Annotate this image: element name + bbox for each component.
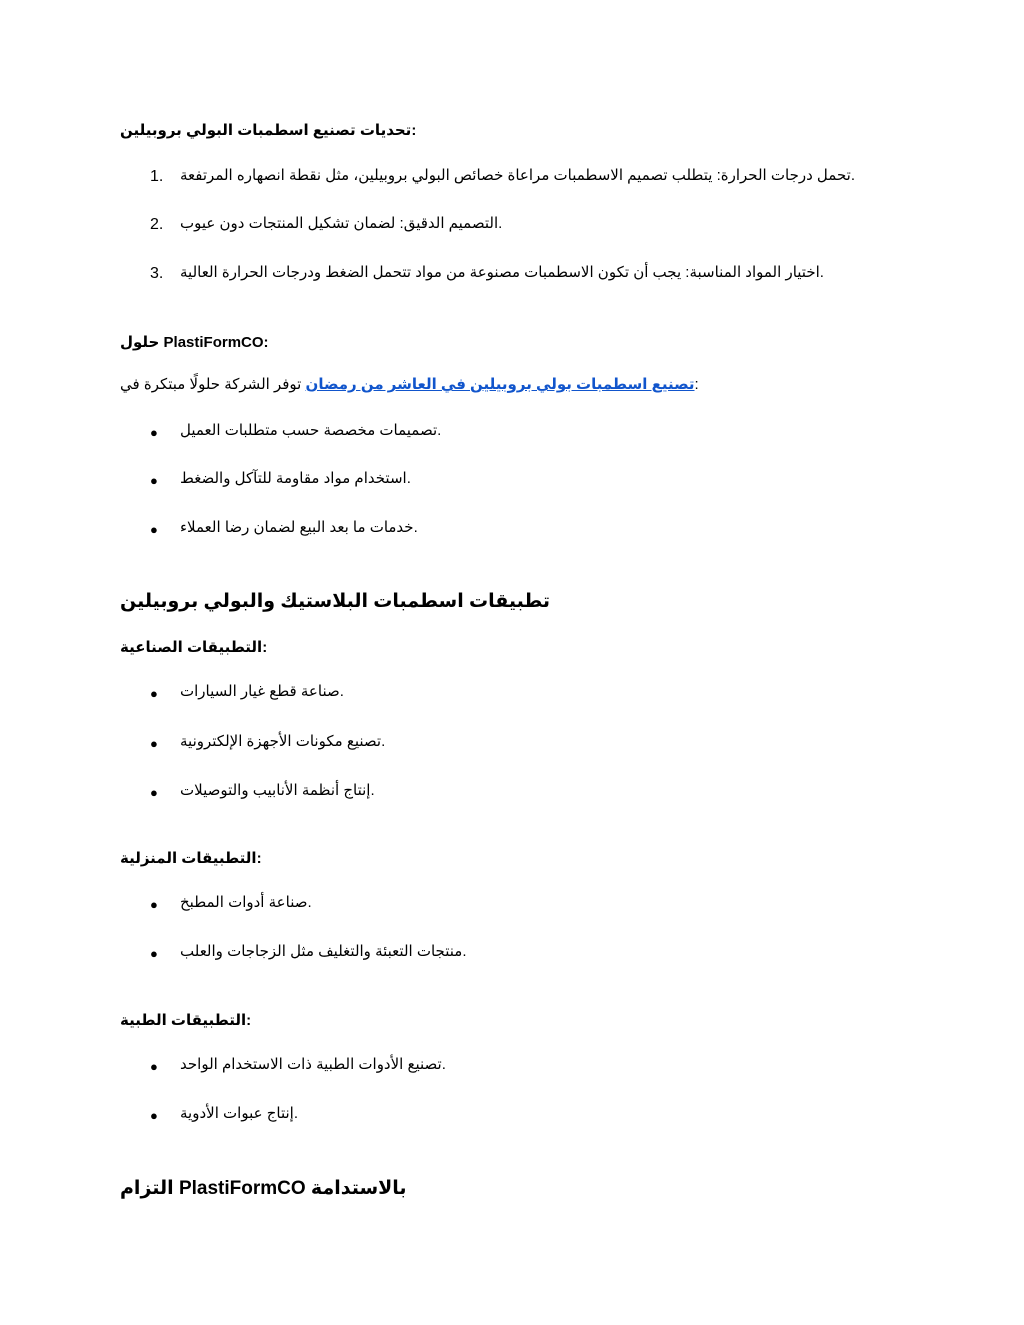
list-item: صناعة أدوات المطبخ. xyxy=(180,894,312,911)
list-item: إنتاج عبوات الأدوية. xyxy=(180,1105,299,1122)
applications-heading: تطبيقات اسطمبات البلاستيك والبولي بروبيلين xyxy=(120,591,551,612)
list-number: 1. xyxy=(150,168,164,185)
manufacturing-link[interactable]: تصنيع اسطمبات بولي بروبيلين في العاشر من رمضان xyxy=(305,376,695,393)
sustainability-heading: التزام PlastiFormCO بالاستدامة xyxy=(120,1178,407,1199)
list-item: منتجات التعبئة والتغليف مثل الزجاجات والعلب. xyxy=(180,943,467,960)
list-item: خدمات ما بعد البيع لضمان رضا العملاء. xyxy=(180,519,418,536)
industrial-heading: التطبيقات الصناعية: xyxy=(120,639,268,656)
bullet-marker: ● xyxy=(150,897,158,912)
list-item: تصميمات مخصصة حسب متطلبات العميل. xyxy=(180,422,442,439)
list-item: التصميم الدقيق: لضمان تشكيل المنتجات دون عيوب. xyxy=(180,215,503,232)
list-number: 3. xyxy=(150,265,164,282)
list-item: صناعة قطع غيار السيارات. xyxy=(180,683,344,700)
list-item: اختيار المواد المناسبة: يجب أن تكون الاسطمبات مصنوعة من مواد تتحمل الضغط ودرجات الحرارة العالية. xyxy=(180,264,824,281)
bullet-marker: ● xyxy=(150,736,158,751)
list-item: استخدام مواد مقاومة للتآكل والضغط. xyxy=(180,470,411,487)
bullet-marker: ● xyxy=(150,946,158,961)
medical-heading: التطبيقات الطبية: xyxy=(120,1012,252,1029)
bullet-marker: ● xyxy=(150,1059,158,1074)
list-item: إنتاج أنظمة الأنابيب والتوصيلات. xyxy=(180,782,375,799)
list-number: 2. xyxy=(150,216,164,233)
challenges-heading: تحديات تصنيع اسطمبات البولي بروبيلين: xyxy=(120,122,417,139)
list-item: تحمل درجات الحرارة: يتطلب تصميم الاسطمبات مراعاة خصائص البولي بروبيلين، مثل نقطة انصهاره المرتفعة. xyxy=(180,167,855,184)
bullet-marker: ● xyxy=(150,686,158,701)
solutions-heading: حلول PlastiFormCO: xyxy=(120,334,269,351)
intro-suffix: : xyxy=(694,376,699,393)
bullet-marker: ● xyxy=(150,1108,158,1123)
household-heading: التطبيقات المنزلية: xyxy=(120,850,262,867)
bullet-marker: ● xyxy=(150,522,158,537)
intro-prefix: توفر الشركة حلولًا مبتكرة في xyxy=(120,376,302,393)
list-item: تصنيع مكونات الأجهزة الإلكترونية. xyxy=(180,733,386,750)
bullet-marker: ● xyxy=(150,785,158,800)
bullet-marker: ● xyxy=(150,473,158,488)
solutions-intro xyxy=(120,375,699,395)
bullet-marker: ● xyxy=(150,425,158,440)
list-item: تصنيع الأدوات الطبية ذات الاستخدام الواحد. xyxy=(180,1056,446,1073)
